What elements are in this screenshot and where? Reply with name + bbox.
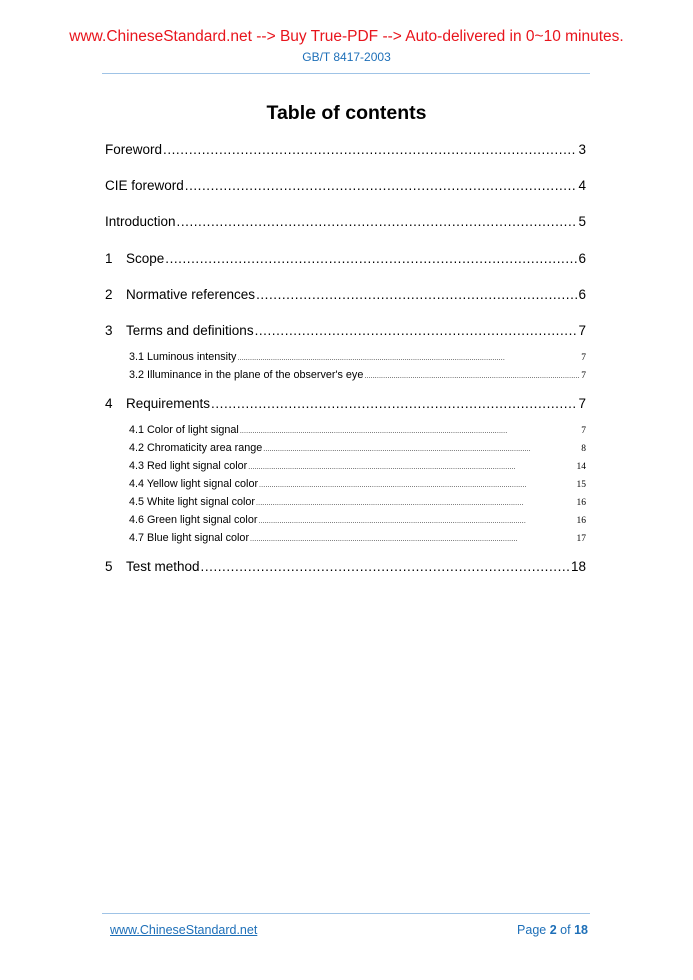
toc-page-number: 7 [581, 353, 586, 363]
toc-entry-label: 4.5 White light signal color [129, 496, 256, 508]
toc-section-number: 2 [105, 287, 113, 302]
toc-page-number: 16 [576, 516, 586, 526]
toc-page-number: 18 [570, 559, 586, 574]
toc-section-number: 5 [105, 559, 113, 574]
toc-leader-dots [237, 351, 580, 363]
toc-section-number: 3 [105, 323, 113, 338]
toc-entry-3-2[interactable] [129, 369, 586, 381]
toc-leader-dots [211, 396, 577, 411]
toc-entry-label: 4.4 Yellow light signal color [129, 478, 259, 490]
standard-code: GB/T 8417-2003 [302, 50, 391, 64]
toc-entry-requirements[interactable] [105, 396, 586, 411]
toc-entry-terms-and-definitions[interactable] [105, 323, 586, 338]
toc-entry-label: Normative references [126, 287, 256, 302]
toc-entry-introduction[interactable] [105, 214, 586, 229]
toc-leader-dots [263, 442, 580, 454]
toc-page-number: 5 [578, 214, 586, 229]
toc-entry-label: 4.3 Red light signal color [129, 460, 248, 472]
toc-entry-4-6[interactable] [129, 514, 586, 526]
toc-page-number: 7 [581, 371, 586, 381]
page-title: Table of contents [266, 102, 427, 124]
toc-section-number: 4 [105, 396, 113, 411]
toc-leader-dots [364, 369, 580, 381]
toc-page-number: 8 [581, 444, 586, 454]
toc-entry-label: 4.7 Blue light signal color [129, 532, 250, 544]
toc-entry-label: CIE foreword [105, 178, 184, 193]
toc-entry-label: 4.6 Green light signal color [129, 514, 258, 526]
footer-divider [102, 913, 590, 914]
toc-entry-label: Foreword [105, 142, 163, 157]
toc-leader-dots [240, 424, 580, 436]
toc-leader-dots [201, 559, 570, 574]
toc-leader-dots [256, 496, 575, 508]
toc-entry-label: 3.1 Luminous intensity [129, 351, 237, 363]
toc-entry-label: 4.2 Chromaticity area range [129, 442, 263, 454]
toc-entry-cie-foreword[interactable] [105, 178, 586, 193]
toc-leader-dots [165, 251, 577, 266]
toc-page-number: 16 [576, 498, 586, 508]
toc-page-number: 15 [576, 480, 586, 490]
toc-page-number: 7 [578, 323, 586, 338]
toc-section-number: 1 [105, 251, 113, 266]
toc-page-number: 14 [576, 462, 586, 472]
toc-entry-label: Terms and definitions [126, 323, 254, 338]
toc-entry-label: Test method [126, 559, 200, 574]
toc-entry-label: 3.2 Illuminance in the plane of the observer's eye [129, 369, 364, 381]
toc-leader-dots [259, 478, 575, 490]
footer-site-link[interactable]: www.ChineseStandard.net [110, 923, 258, 937]
toc-page-number: 4 [578, 178, 586, 193]
toc-entry-foreword[interactable] [105, 142, 586, 157]
toc-page-number: 3 [578, 142, 586, 157]
toc-leader-dots [256, 287, 577, 302]
page-of: of [560, 923, 571, 937]
toc-entry-scope[interactable] [105, 251, 586, 266]
toc-entry-4-4[interactable] [129, 478, 586, 490]
toc-page-number: 7 [581, 426, 586, 436]
toc-page-number: 6 [578, 287, 586, 302]
toc-entry-label: Introduction [105, 214, 176, 229]
toc-leader-dots [248, 460, 575, 472]
toc-page-number: 6 [578, 251, 586, 266]
page-indicator [517, 923, 588, 937]
page-current: 2 [549, 923, 557, 937]
toc-leader-dots [163, 142, 577, 157]
toc-entry-4-2[interactable] [129, 442, 586, 454]
toc-leader-dots [255, 323, 578, 338]
toc-entry-label: Scope [126, 251, 165, 266]
toc-entry-label: Requirements [126, 396, 211, 411]
toc-entry-label: 4.1 Color of light signal [129, 424, 239, 436]
toc-entry-normative-references[interactable] [105, 287, 586, 302]
page-total: 18 [574, 923, 588, 937]
toc-leader-dots [258, 514, 575, 526]
toc-page-number: 17 [576, 534, 586, 544]
toc-leader-dots [250, 532, 575, 544]
toc-page-number: 7 [578, 396, 586, 411]
toc-entry-4-3[interactable] [129, 460, 586, 472]
page-label: Page [517, 923, 547, 937]
toc-entry-4-1[interactable] [129, 424, 586, 436]
toc-entry-test-method[interactable] [105, 559, 586, 574]
toc-entry-4-5[interactable] [129, 496, 586, 508]
toc-entry-4-7[interactable] [129, 532, 586, 544]
toc-leader-dots [177, 214, 578, 229]
toc-leader-dots [185, 178, 578, 193]
toc-entry-3-1[interactable] [129, 351, 586, 363]
header-divider [102, 73, 590, 74]
header-banner[interactable]: www.ChineseStandard.net --> Buy True-PDF --> Auto-delivered in 0~10 minutes. [69, 28, 624, 45]
